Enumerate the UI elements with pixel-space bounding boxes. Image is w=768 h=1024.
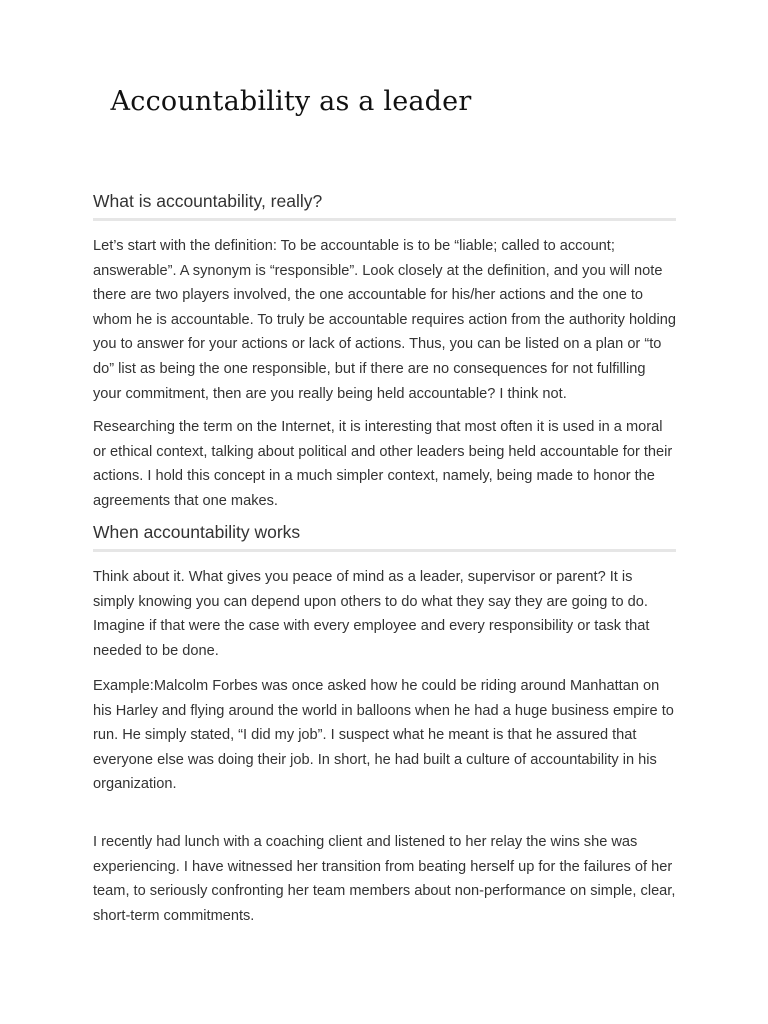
paragraph: Let’s start with the definition: To be accountable is to be “liable; called to account; answerable”. A synonym is “responsible”. Look closely at the definition, and you will note there are two players involved, the one accountable for his/her actions and the one to whom he is accountable. To truly be accountable requires action from the authority holding you to answer for your actions or lack of actions. Thus, you can be listed on a plan or “to do” list as being the one responsible, but if there are no consequences for not fulfilling your commitment, then are you really being held accountable? I think not. <box>93 238 677 402</box>
paragraph: Think about it. What gives you peace of mind as a leader, supervisor or parent? It is simply knowing you can depend upon others to do what they say they are going to do. Imagine if that were the case with every employee and every responsibility or task that needed to be done. <box>93 569 650 659</box>
paragraph: Researching the term on the Internet, it is interesting that most often it is used in a moral or ethical context, talking about political and other leaders being held accountable for their actions. I hold this concept in a much simpler context, namely, being made to honor the agreements that one makes. <box>93 419 673 509</box>
paragraph: I recently had lunch with a coaching client and listened to her relay the wins she was experiencing. I have witnessed her transition from beating herself up for the failures of her team, to seriously confronting her team members about non-performance on simple, clear, short-term commitments. <box>93 834 676 924</box>
section-what-is-accountability <box>93 191 676 221</box>
section-heading: What is accountability, really? <box>93 191 676 221</box>
document-title: Accountability as a leader <box>110 86 472 117</box>
section-when-accountability-works <box>93 522 676 552</box>
section-heading: When accountability works <box>93 522 676 552</box>
paragraph: Example:Malcolm Forbes was once asked how he could be riding around Manhattan on his Harley and flying around the world in balloons when he had a huge business empire to run. He simply stated, “I did my job”. I suspect what he meant is that he assured that everyone else was doing their job. In short, he had built a culture of accountability in his organization. <box>93 678 674 793</box>
